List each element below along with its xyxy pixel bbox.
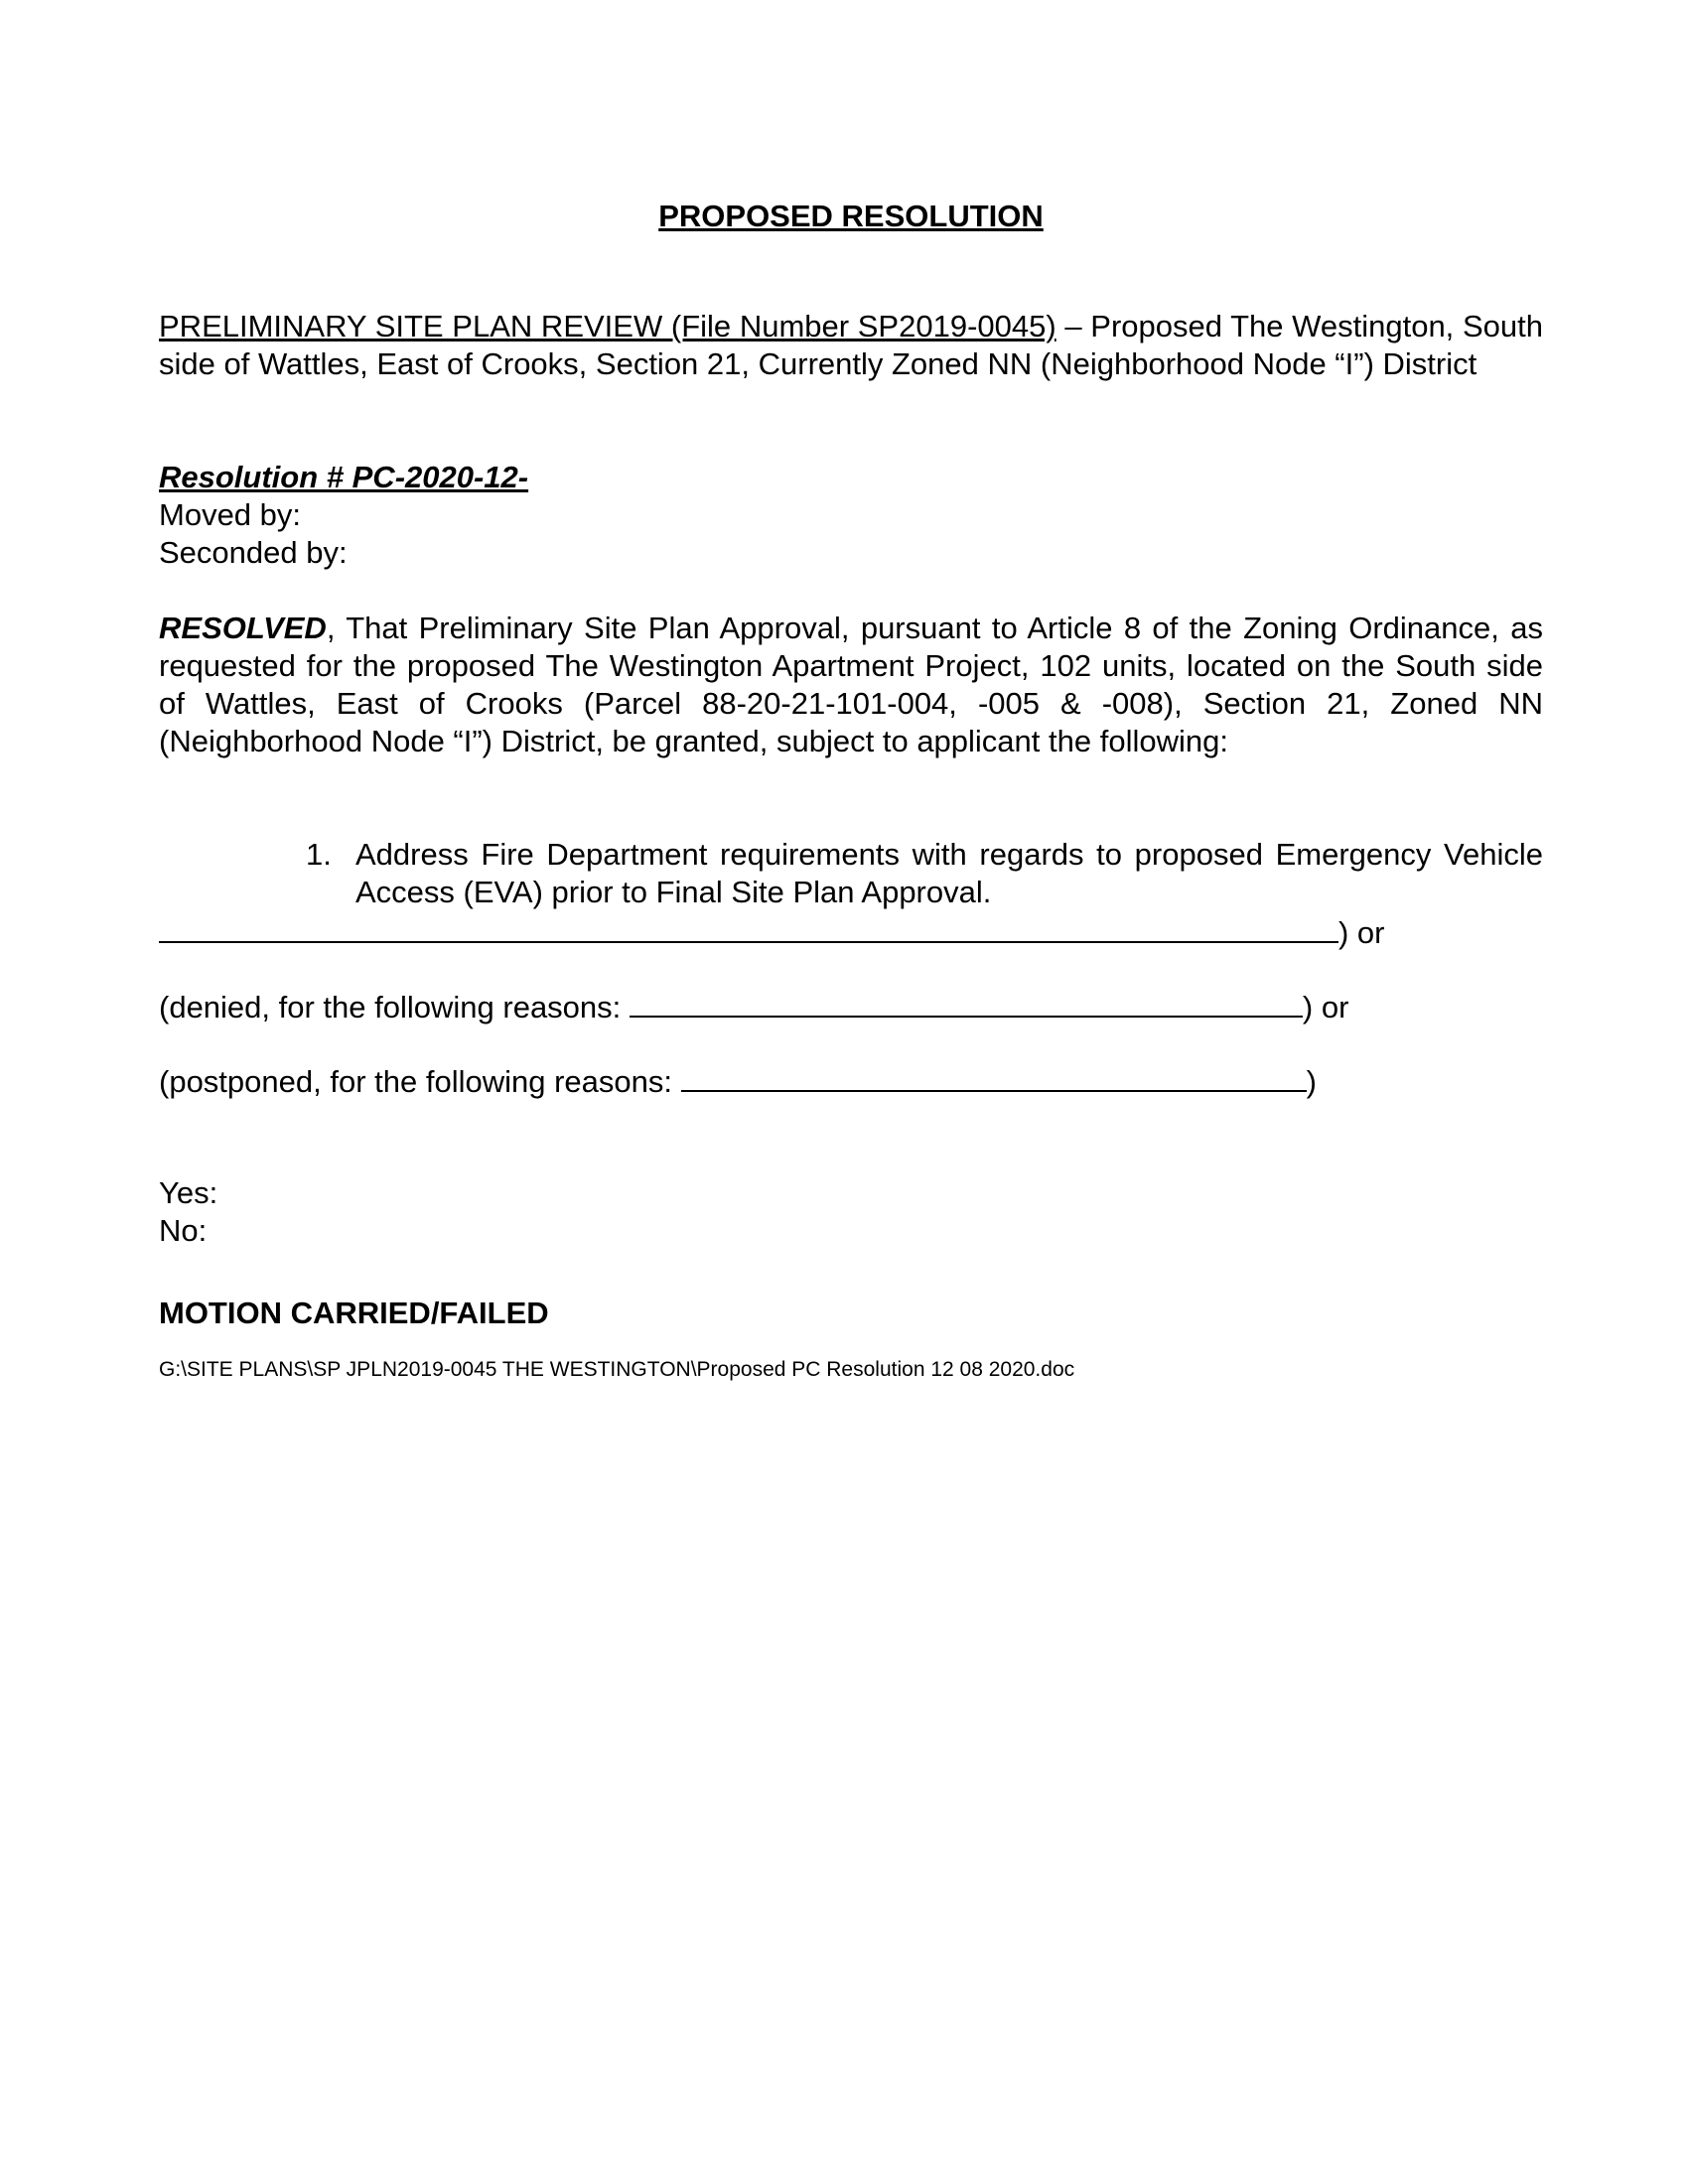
denied-suffix: ) or <box>1302 990 1349 1024</box>
approval-blank-line[interactable] <box>159 911 1338 943</box>
review-paragraph <box>159 308 1543 383</box>
review-heading: PRELIMINARY SITE PLAN REVIEW (File Number SP2019-0045) <box>159 309 1056 343</box>
postponed-blank-line[interactable] <box>681 1060 1307 1092</box>
condition-number: 1. <box>306 837 332 872</box>
denied-row <box>159 986 1543 1026</box>
motion-result: MOTION CARRIED/FAILED <box>159 1296 549 1330</box>
resolution-number: Resolution # PC-2020-12- <box>159 460 529 494</box>
yes-label: Yes: <box>159 1175 218 1210</box>
postponed-suffix: ) <box>1306 1064 1317 1099</box>
resolution-block <box>159 459 1543 572</box>
resolved-keyword: RESOLVED <box>159 611 327 645</box>
file-path: G:\SITE PLANS\SP JPLN2019-0045 THE WESTINGTON\Proposed PC Resolution 12 08 2020.doc <box>159 1358 1075 1381</box>
resolved-paragraph <box>159 610 1543 760</box>
postponed-label: (postponed, for the following reasons: <box>159 1064 681 1099</box>
no-label: No: <box>159 1213 208 1248</box>
review-text: – Proposed The Westington, South side of Wattles, East of Crooks, Section 21, Currently Zoned NN (Neighborhood Node “I”) District <box>159 309 1543 381</box>
resolved-text: , That Preliminary Site Plan Approval, pursuant to Article 8 of the Zoning Ordinance, as requested for the proposed The Westington Apartment Project, 102 units, located on the South side of Wattles, East of Crooks (Parcel 88-20-21-101-004, -005 & -008), Section 21, Zoned NN (Neighborhood Node “I”) District, be granted, subject to applicant the following: <box>159 611 1543 758</box>
denied-blank-line[interactable] <box>630 986 1303 1018</box>
postponed-row <box>159 1060 1543 1101</box>
document-title: PROPOSED RESOLUTION <box>658 199 1044 233</box>
moved-by-label: Moved by: <box>159 497 302 532</box>
approval-blank-row <box>159 911 1543 952</box>
denied-label: (denied, for the following reasons: <box>159 990 630 1024</box>
vote-block <box>159 1174 1543 1250</box>
condition-item <box>306 836 1543 911</box>
approval-suffix: ) or <box>1338 915 1385 950</box>
seconded-by-label: Seconded by: <box>159 535 348 570</box>
condition-text: Address Fire Department requirements with regards to proposed Emergency Vehicle Access (EVA) prior to Final Site Plan Approval. <box>355 837 1543 909</box>
